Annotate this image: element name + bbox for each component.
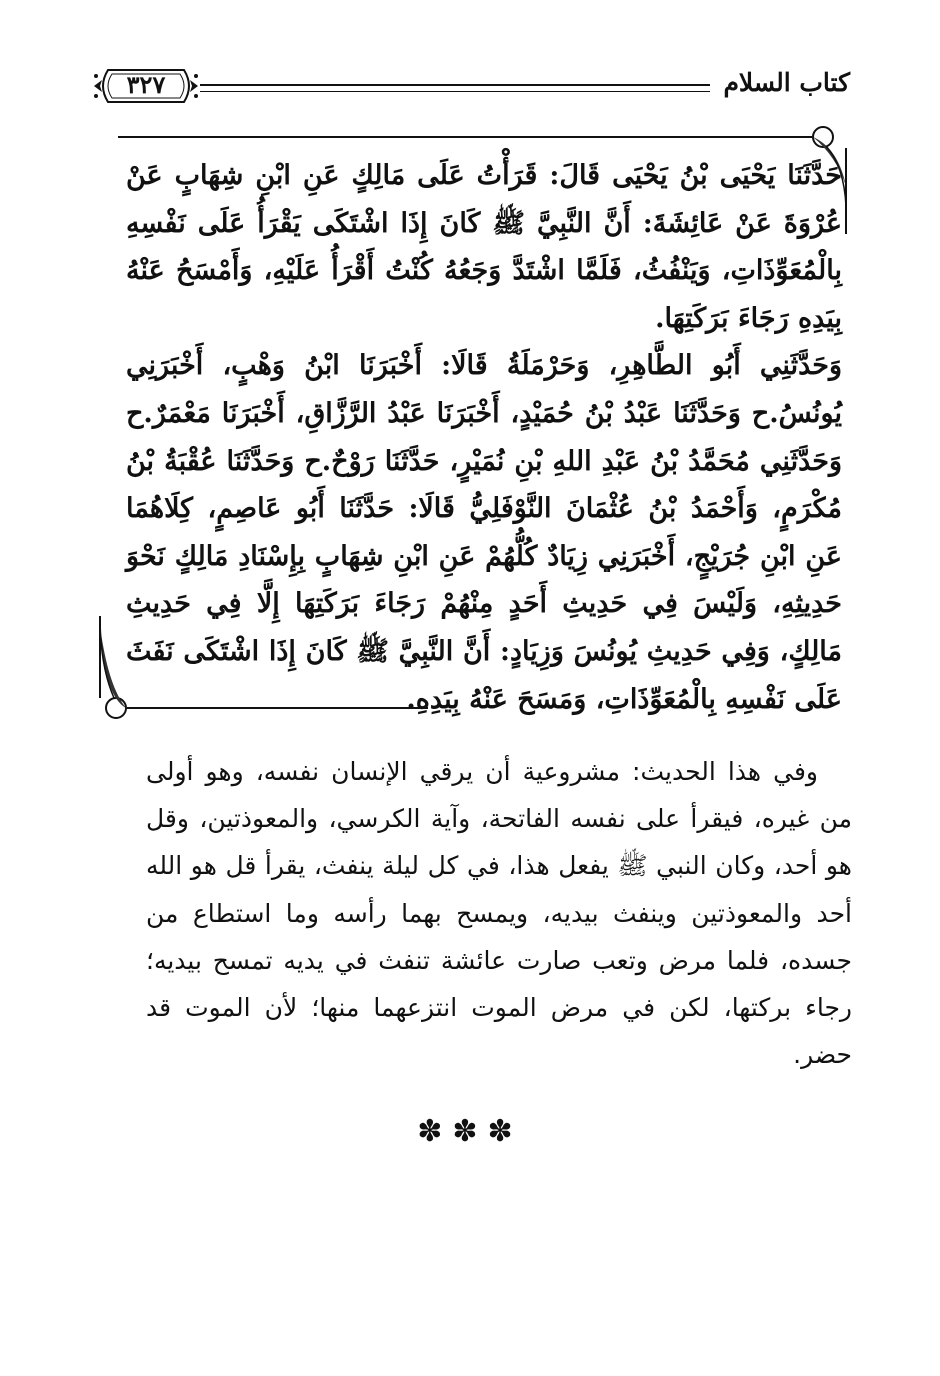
page-number-frame (90, 64, 202, 108)
section-end-ornament: ✽✽✽ (417, 1114, 523, 1149)
hadith-paragraph: وَحَدَّثَنِي أَبُو الطَّاهِرِ، وَحَرْمَلَةُ قَالَا: أَخْبَرَنَا ابْنُ وَهْبٍ، أَخْبَرَنِي يُونُسُ.ح وَحَدَّثَنَا عَبْدُ بْنُ حُمَيْدٍ، أَخْبَرَنَا عَبْدُ الرَّزَّاقِ، أَخْبَرَنَا مَعْمَرٌ.ح وَحَدَّثَنِي مُحَمَّدُ بْنُ عَبْدِ اللهِ بْنِ نُمَيْرٍ، حَدَّثَنَا رَوْحٌ.ح وَحَدَّثَنَا عُقْبَةُ بْنُ مُكْرَمٍ، وَأَحْمَدُ بْنُ عُثْمَانَ النَّوْفَلِيُّ قَالَا: حَدَّثَنَا أَبُو عَاصِمٍ، كِلَاهُمَا عَنِ ابْنِ جُرَيْجٍ، أَخْبَرَنِي زِيَادٌ كُلُّهُمْ عَنِ ابْنِ شِهَابٍ بِإِسْنَادِ مَالِكٍ نَحْوَ حَدِيثِهِ، وَلَيْسَ فِي حَدِيثِ أَحَدٍ مِنْهُمْ رَجَاءَ بَرَكَتِهَا إِلَّا فِي حَدِيثِ مَالِكٍ، وَفِي حَدِيثِ يُونُسَ وَزِيَادٍ: أَنَّ النَّبِيَّ ﷺ كَانَ إِذَا اشْتَكَى نَفَثَ عَلَى نَفْسِهِ بِالْمُعَوِّذَاتِ، وَمَسَحَ عَنْهُ بِيَدِهِ. (126, 350, 842, 715)
hadith-paragraph: حَدَّثَنَا يَحْيَى بْنُ يَحْيَى قَالَ: قَرَأْتُ عَلَى مَالِكٍ عَنِ ابْنِ شِهَابٍ عَنْ عُرْوَةَ عَنْ عَائِشَةَ: أَنَّ النَّبِيَّ ﷺ كَانَ إِذَا اشْتَكَى يَقْرَأُ عَلَى نَفْسِهِ بِالْمُعَوِّذَاتِ، وَيَنْفُثُ، فَلَمَّا اشْتَدَّ وَجَعُهُ كُنْتُ أَقْرَأُ عَلَيْهِ، وَأَمْسَحُ عَنْهُ بِيَدِهِ رَجَاءَ بَرَكَتِهَا. (126, 160, 842, 334)
hadith-frame (96, 126, 852, 720)
hadith-text (126, 152, 842, 723)
page-number: ٣٢٧ (126, 70, 166, 99)
header-rule (200, 84, 710, 92)
page-header (90, 64, 850, 114)
book-title: كتاب السلام (723, 68, 850, 97)
commentary-paragraph: وفي هذا الحديث: مشروعية أن يرقي الإنسان نفسه، وهو أولى من غيره، فيقرأ على نفسه الفاتحة، وآية الكرسي، والمعوذتين، وقل هو أحد، وكان النبي ﷺ يفعل هذا، في كل ليلة ينفث، يقرأ قل هو الله أحد والمعوذتين وينفث بيديه، ويمسح بهما رأسه وما استطاع من جسده، فلما مرض وتعب صارت عائشة تنفث في يديه تمسح بيديه؛ رجاء بركتها، لكن في مرض الموت انتزعهما منها؛ لأن الموت قد حضر. (146, 757, 852, 1070)
